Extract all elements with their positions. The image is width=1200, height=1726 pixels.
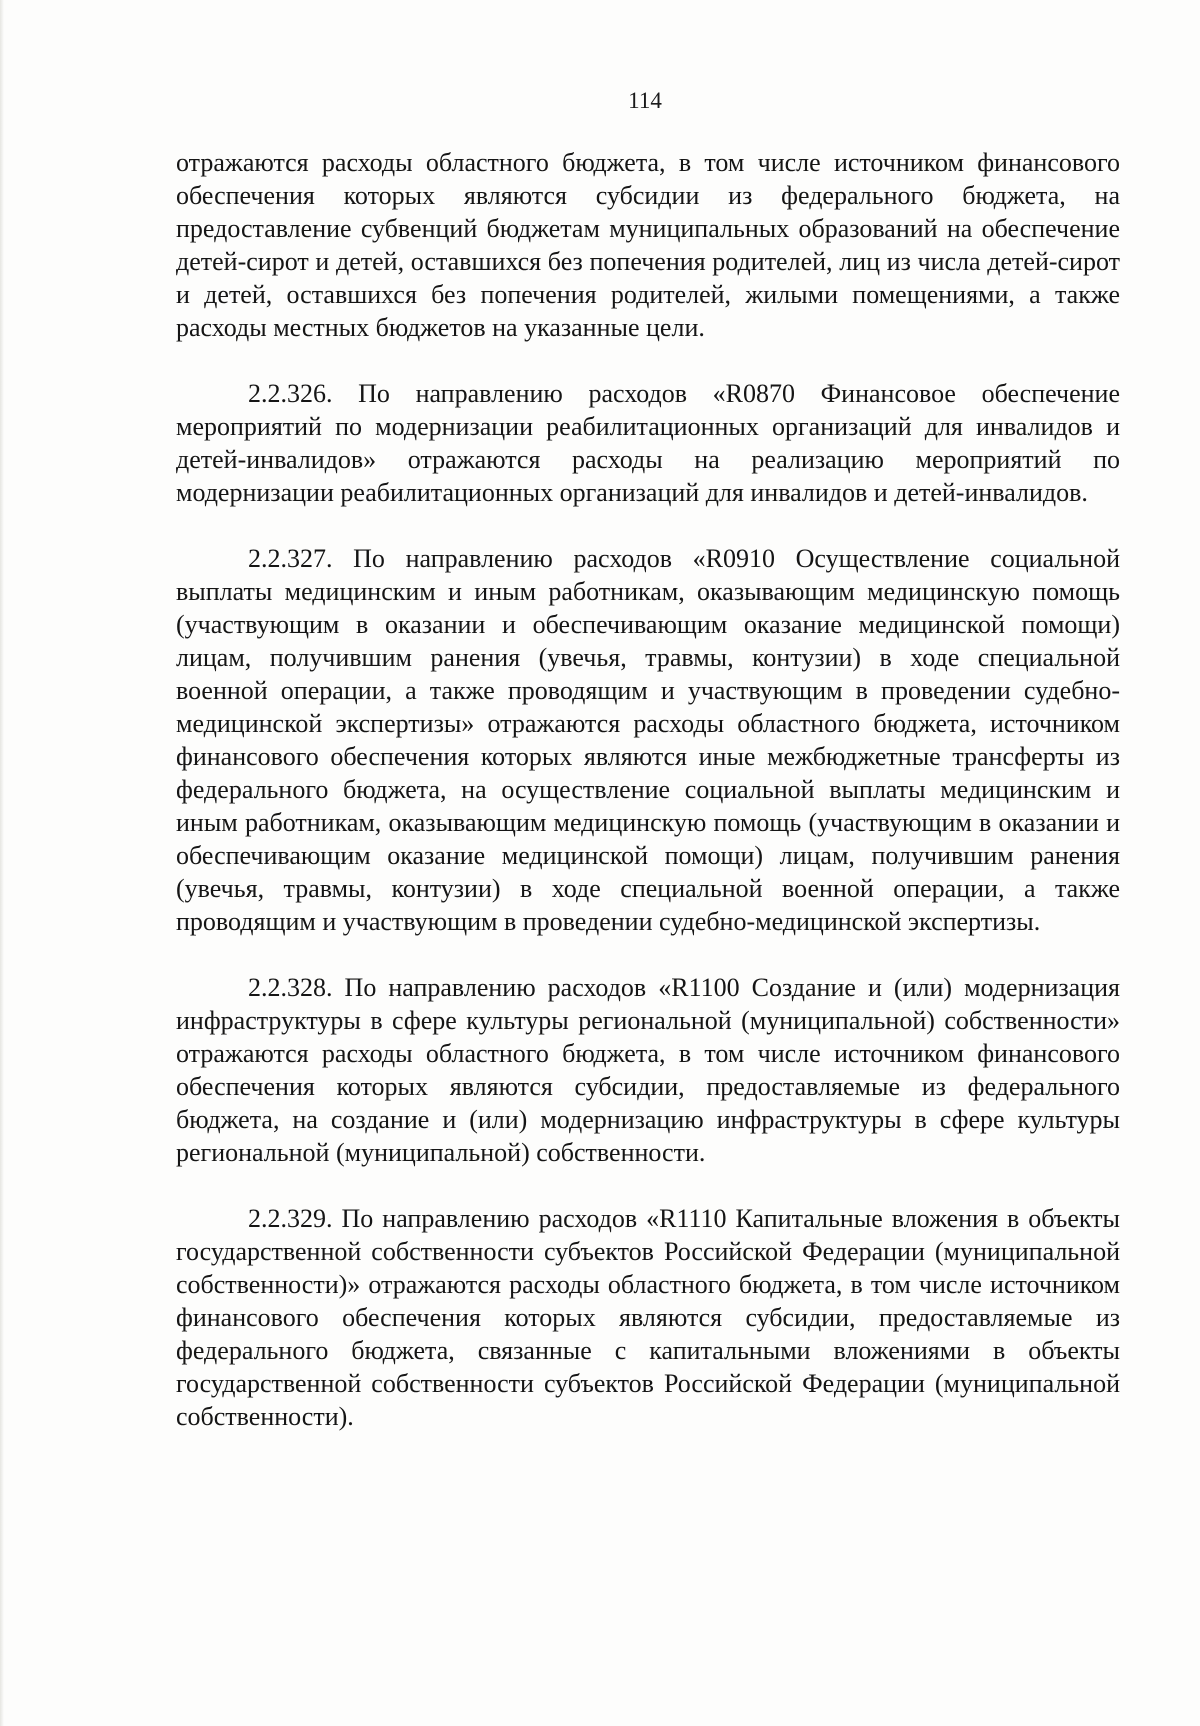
paragraph-2-2-326: 2.2.326. По направлению расходов «R0870 Финансовое обеспечение мероприятий по модернизации реабилитационных организаций для инвалидов и детей-инвалидов» отражаются расходы на реализацию мероприятий по модернизации реабилитационных организаций для инвалидов и детей-инвалидов. — [176, 379, 1120, 507]
paragraph-2-2-327: 2.2.327. По направлению расходов «R0910 Осуществление социальной выплаты медицинским и иным работникам, оказывающим медицинскую помощь (участвующим в оказании и обеспечивающим оказание медицинской помощи) лицам, получившим ранения (увечья, травмы, контузии) в ходе специальной военной операции, а также проводящим и участвующим в проведении судебно-медицинской экспертизы» отражаются расходы областного бюджета, источником финансового обеспечения которых являются иные межбюджетные трансферты из федерального бюджета, на осуществление социальной выплаты медицинским и иным работникам, оказывающим медицинскую помощь (участвующим в оказании и обеспечивающим оказание медицинской помощи) лицам, получившим ранения (увечья, травмы, контузии) в ходе специальной военной операции, а также проводящим и участвующим в проведении судебно-медицинской экспертизы. — [176, 544, 1120, 936]
document-body — [176, 146, 1120, 1433]
paragraph-continuation: отражаются расходы областного бюджета, в том числе источником финансового обеспечения которых являются субсидии из федерального бюджета, на предоставление субвенций бюджетам муниципальных образований на обеспечение детей-сирот и детей, оставшихся без попечения родителей, лиц из числа детей-сирот и детей, оставшихся без попечения родителей, жилыми помещениями, а также расходы местных бюджетов на указанные цели. — [176, 148, 1120, 342]
paragraph-2-2-328: 2.2.328. По направлению расходов «R1100 Создание и (или) модернизация инфраструктуры в сфере культуры региональной (муниципальной) собственности» отражаются расходы областного бюджета, в том числе источником финансового обеспечения которых являются субсидии, предоставляемые из федерального бюджета, на создание и (или) модернизацию инфраструктуры в сфере культуры региональной (муниципальной) собственности. — [176, 973, 1120, 1167]
paragraph-2-2-329: 2.2.329. По направлению расходов «R1110 Капитальные вложения в объекты государственной собственности субъектов Российской Федерации (муниципальной собственности)» отражаются расходы областного бюджета, в том числе источником финансового обеспечения которых являются субсидии, предоставляемые из федерального бюджета, связанные с капитальными вложениями в объекты государственной собственности субъектов Российской Федерации (муниципальной собственности). — [176, 1204, 1120, 1431]
page-number: 114 — [628, 88, 662, 113]
scan-edge-shadow — [0, 0, 4, 1726]
